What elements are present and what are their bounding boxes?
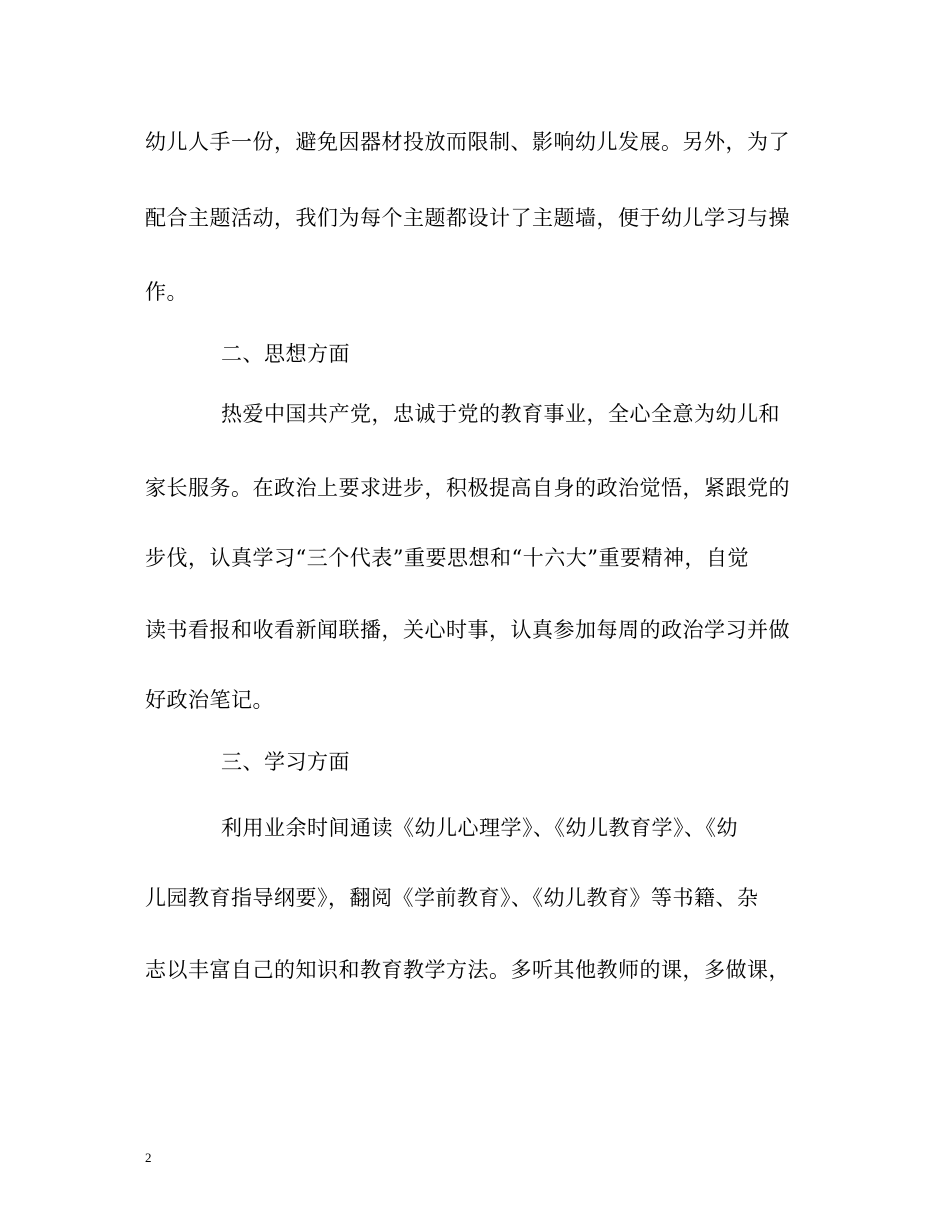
text-line: 作。 [145,280,188,304]
text-line: 好政治笔记。 [145,688,274,712]
text-line: 儿园教育指导纲要》，翻阅《学前教育》、《幼儿教育》等书籍、杂 [145,886,759,910]
text-line: 幼儿人手一份，避免因器材投放而限制、影响幼儿发展。另外，为了 [145,130,790,154]
text-line: 读书看报和收看新闻联播，关心时事，认真参加每周的政治学习并做 [145,618,790,642]
text-line: 步伐，认真学习“三个代表”重要思想和“十六大”重要精神，自觉 [145,546,749,570]
text-line: 利用业余时间通读《幼儿心理学》、《幼儿教育学》、《幼 [221,816,738,840]
page-number: 2 [145,1150,152,1165]
text-line: 家长服务。在政治上要求进步，积极提高自身的政治觉悟，紧跟党的 [145,476,790,500]
section-heading: 三、学习方面 [221,750,350,774]
section-heading: 二、思想方面 [221,342,350,366]
text-line: 志以丰富自己的知识和教育教学方法。多听其他教师的课，多做课， [145,958,790,982]
text-line: 配合主题活动，我们为每个主题都设计了主题墙，便于幼儿学习与操 [145,206,790,230]
text-line: 热爱中国共产党，忠诚于党的教育事业，全心全意为幼儿和 [221,402,780,426]
